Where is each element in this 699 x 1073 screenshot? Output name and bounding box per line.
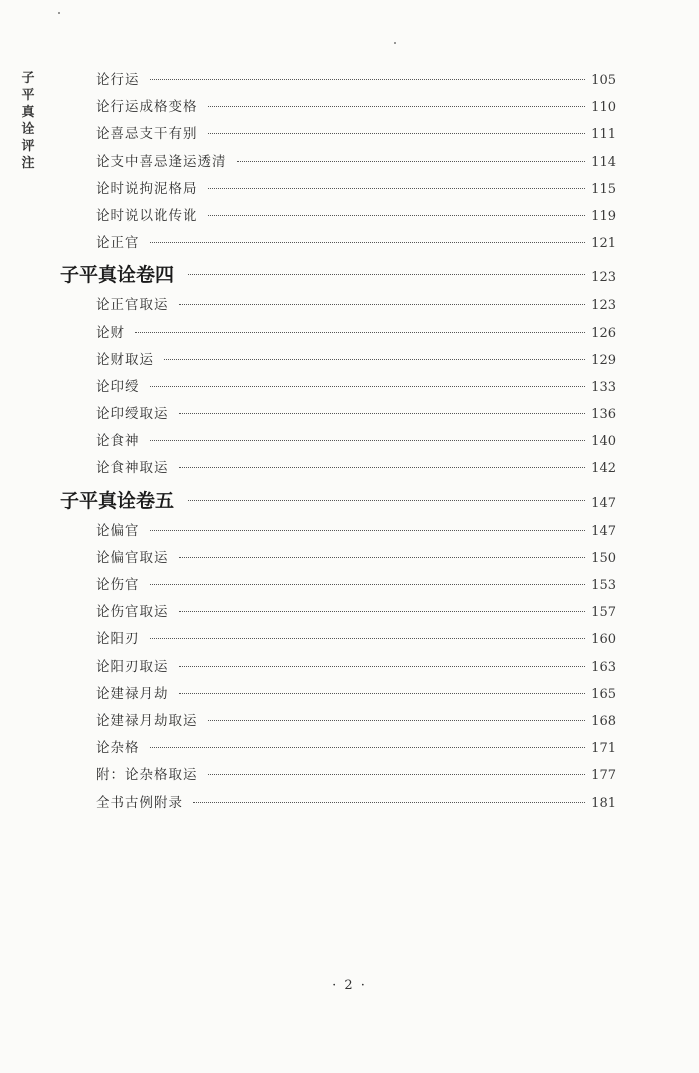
toc-title: 论杂格 [96,740,140,757]
toc-entry [60,177,616,204]
toc-entry [60,763,616,790]
dot-leader [150,440,586,441]
toc-entry [60,519,616,546]
toc-entry [60,627,616,654]
toc-entry [60,95,616,122]
dot-leader [179,693,586,694]
dot-leader [164,359,585,360]
dot-leader [179,413,586,414]
toc-title: 论正官 [96,235,140,252]
toc-entry [60,204,616,231]
toc-title: 附：论杂格取运 [96,767,198,784]
toc-title: 子平真诠卷五 [60,489,175,512]
toc-page-number: 121 [591,236,616,252]
table-of-contents [60,68,616,818]
toc-entry [60,736,616,763]
dot-leader [208,720,586,721]
toc-page-number: 160 [591,632,616,648]
toc-entry [60,709,616,736]
toc-entry [60,546,616,573]
toc-entry [60,348,616,375]
toc-entry [60,429,616,456]
toc-page-number: 115 [591,181,616,197]
dot-leader [179,304,586,305]
toc-entry [60,600,616,627]
dot-leader [208,774,586,775]
dot-leader [208,188,586,189]
toc-entry [60,791,616,818]
toc-title: 论支中喜忌逢运透清 [96,153,227,170]
toc-entry [60,573,616,600]
toc-chapter-heading [60,258,616,293]
toc-page-number: 163 [591,659,616,675]
dot-leader [179,467,586,468]
toc-chapter-heading [60,484,616,519]
dot-leader [150,530,586,531]
toc-title: 论行运成格变格 [96,99,198,116]
toc-page-number: 126 [591,325,616,341]
toc-title: 论偏官取运 [96,549,169,566]
toc-title: 论时说以讹传讹 [96,207,198,224]
toc-title: 论食神 [96,433,140,450]
paper-speck [394,42,396,44]
toc-page-number: 157 [591,605,616,621]
toc-page-number: 147 [591,523,616,539]
toc-page-number: 136 [591,407,616,423]
toc-title: 论财 [96,324,125,341]
page-number: · 2 · [332,978,367,993]
toc-entry [60,150,616,177]
dot-leader [179,611,586,612]
toc-entry [60,456,616,483]
toc-page-number: 119 [591,208,616,224]
toc-page-number: 110 [591,100,616,116]
toc-entry [60,321,616,348]
toc-entry [60,293,616,320]
toc-title: 论喜忌支干有别 [96,126,198,143]
toc-page-number: 142 [591,461,616,477]
toc-page-number: 147 [591,495,616,511]
toc-page-number: 123 [591,270,616,286]
toc-entry [60,655,616,682]
toc-title: 论时说拘泥格局 [96,180,198,197]
dot-leader [150,638,586,639]
running-head: 子平真诠评注 [21,71,35,171]
dot-leader [237,161,586,162]
toc-page-number: 153 [591,578,616,593]
toc-title: 论财取运 [96,351,154,368]
paper-speck [58,12,60,14]
toc-title: 论偏官 [96,522,140,539]
toc-title: 论正官取运 [96,297,169,314]
toc-entry [60,402,616,429]
toc-page-number: 133 [591,379,616,395]
toc-page-number: 181 [591,795,616,811]
toc-title: 论阳刃 [96,631,140,648]
toc-entry [60,68,616,95]
toc-title: 论行运 [96,72,140,88]
toc-page-number: 177 [591,768,616,784]
toc-page-number: 150 [591,550,616,566]
toc-entry [60,122,616,149]
dot-leader [179,666,586,667]
toc-title: 论伤官取运 [96,604,169,621]
dot-leader [193,802,585,803]
toc-title: 论印绶取运 [96,406,169,423]
toc-page-number: 140 [591,434,616,450]
dot-leader [179,557,586,558]
toc-page-number: 105 [591,73,616,88]
toc-page-number: 171 [591,741,616,757]
dot-leader [208,106,586,107]
toc-entry [60,682,616,709]
toc-title: 论阳刃取运 [96,658,169,675]
toc-title: 论建禄月劫 [96,685,169,702]
toc-page-number: 129 [591,352,616,368]
dot-leader [150,79,586,80]
toc-page-number: 165 [591,686,616,702]
toc-entry [60,231,616,258]
dot-leader [188,500,585,501]
dot-leader [150,584,586,585]
dot-leader [188,274,585,275]
toc-title: 论伤官 [96,577,140,593]
dot-leader [135,332,585,333]
toc-title: 子平真诠卷四 [60,264,175,287]
toc-page-number: 111 [591,127,616,143]
dot-leader [208,133,586,134]
dot-leader [150,747,586,748]
toc-entry [60,375,616,402]
toc-page-number: 123 [591,298,616,314]
toc-page-number: 168 [591,713,616,729]
dot-leader [208,215,586,216]
toc-title: 论印绶 [96,378,140,395]
toc-title: 论食神取运 [96,460,169,477]
dot-leader [150,242,586,243]
toc-page-number: 114 [591,154,616,170]
dot-leader [150,386,586,387]
toc-title: 全书古例附录 [96,794,183,811]
toc-title: 论建禄月劫取运 [96,712,198,729]
